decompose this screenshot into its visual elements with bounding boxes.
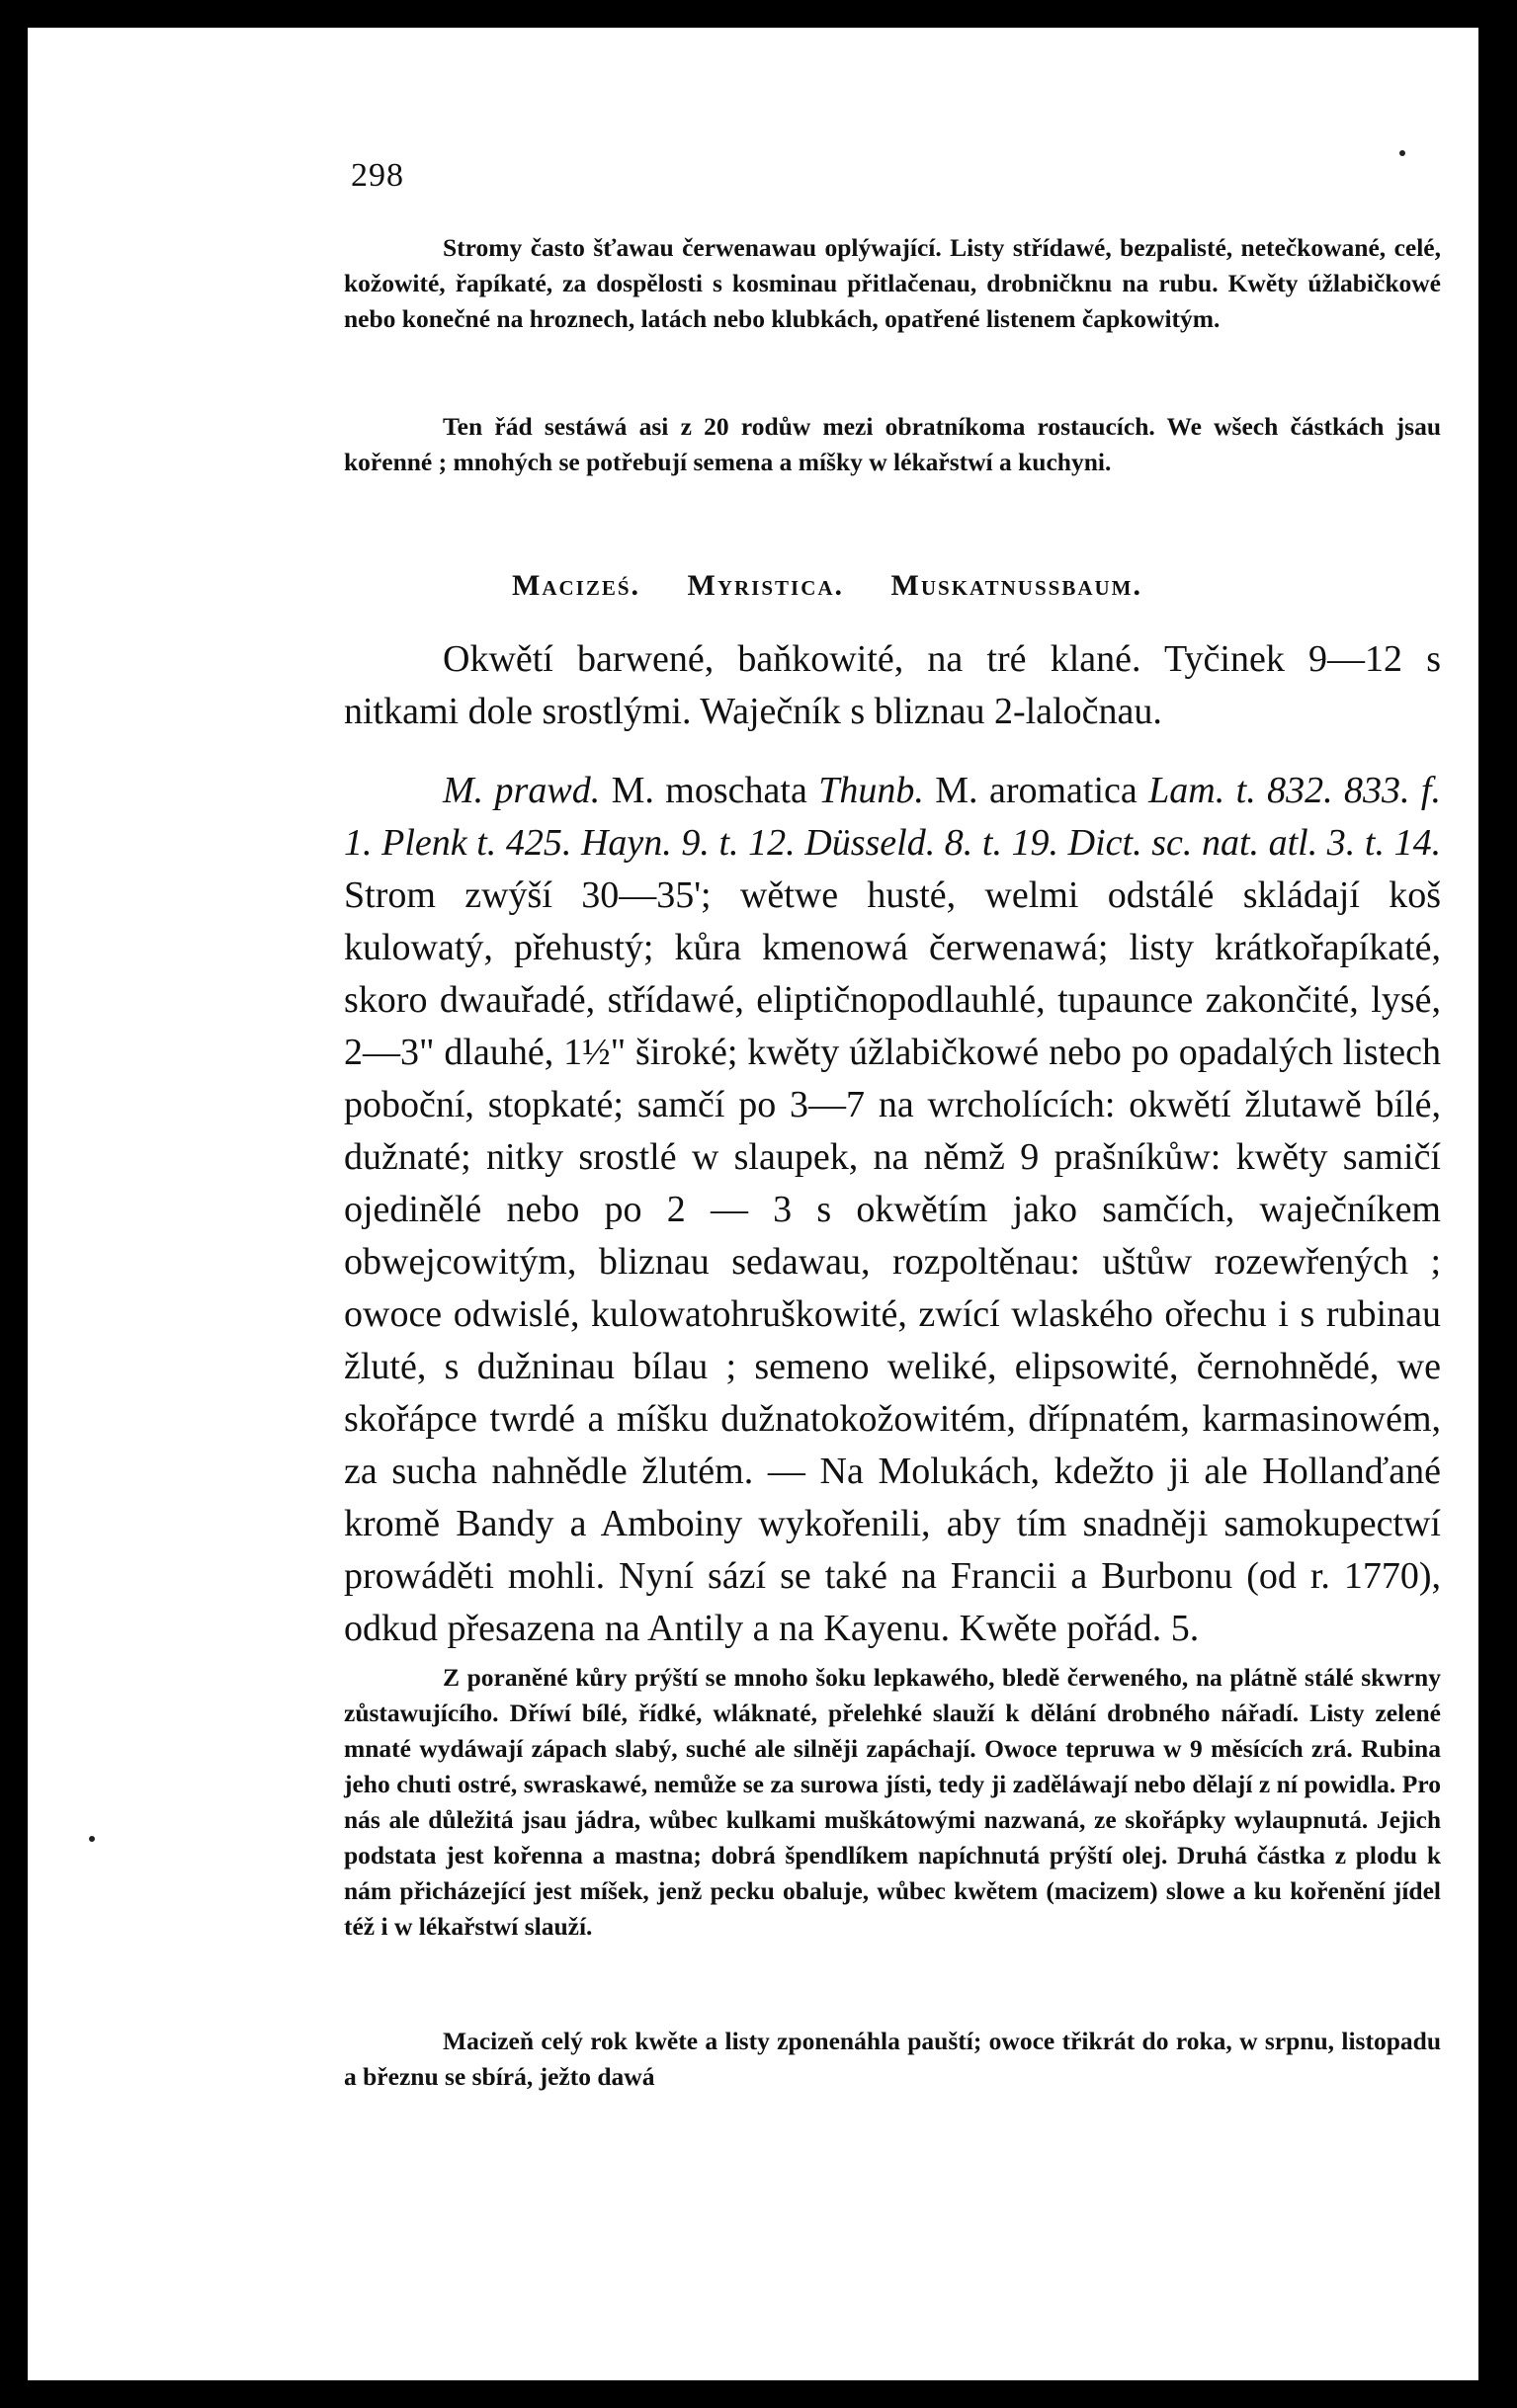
uses-note-paragraph: Z poraněné kůry prýští se mnoho šoku lepkawého, bledě čerweného, na plátně stálé skwrny zůstawujícího. Dříwí bílé, řídké, wláknaté, přelehké slauží k dělání drobného nářadí. Listy zelené mnaté wydáwají zápach slabý, suché ale silněji zapáchají. Owoce tepruwa w 9 měsících zrá. Rubina jeho chuti ostré, swraskawé, nemůže se za surowa jísti, tedy ji zaděláwají nebo dělají z ní powidla. Pro nás ale důležitá jsau jádra, wůbec kulkami muškátowými nazwaná, ze skořápky wylaupnutá. Jejich podstata jest kořenna a mastna; dobrá špendlíkem napíchnutá prýští olej. Druhá částka z plodu k nám přicházející jest míšek, jenž pecku obaluje, wůbec kwětem (macizem) slowe a ku kořenění jídel též i w lékařstwí slauží. [344, 1663, 1441, 1941]
family-summary-paragraph: Ten řád sestáwá asi z 20 rodůw mezi obratníkoma rostaucích. We wšech částkách jsau kořenné ; mnohých se potřebují semena a míšky w lékařstwí a kuchyni. [344, 412, 1441, 476]
reference-plenk: Plenk t. 425. [381, 822, 572, 864]
genus-czech-name: Maciześ. [512, 569, 641, 602]
ink-speck [1399, 150, 1405, 156]
page-number: 298 [351, 157, 404, 194]
reference-dusseldorf: Düsseld. 8. t. 19. [804, 822, 1059, 864]
synonym-author: Thunb. [818, 770, 924, 811]
genus-latin-name: Myristica. [687, 569, 845, 602]
genus-german-name: Muskatnussbaum. [890, 569, 1142, 602]
reference-hayne: Hayn. 9. t. 12. [580, 822, 796, 864]
family-description-paragraph: Stromy často šťawau čerwenawau oplýwající. Listy střídawé, bezpalisté, netečkowané, celé, kožowité, řapíkaté, za dospělosti s kosminau přitlačenau, drobničknu na rubu. Kwěty úžlabičkowé nebo konečné na hroznech, latách nebo klubkách, opatřené listenem čapkowitým. [344, 233, 1441, 333]
book-page [28, 28, 1478, 2380]
species-name: M. prawd. [443, 770, 601, 811]
synonym-aromatica: M. aromatica [935, 770, 1138, 811]
reference-dictionnaire: Dict. sc. nat. atl. 3. t. 14. [1067, 822, 1442, 864]
species-body-text: Strom zwýší 30—35'; wětwe husté, welmi odstálé skládají koš kulowatý, přehustý; kůra kmenowá čerwenawá; listy krátkořapíkaté, skoro dwauřadé, střídawé, eliptičnopodlauhlé, tupaunce zakončité, lysé, 2—3" dlauhé, 1½" široké; kwěty úžlabičkowé nebo po opadalých listech poboční, stopkaté; samčí po 3—7 na wrcholících: okwětí žlutawě bílé, dužnaté; nitky srostlé w slaupek, na němž 9 prašníkůw: kwěty samičí ojedinělé nebo po 2 — 3 s okwětím jako samčích, waječníkem obwejcowitým, bliznau sedawau, rozpoltěnau: uštůw rozewřených ; owoce odwislé, kulowatohruškowité, zwící wlaského ořechu i s rubinau žluté, s dužninau bílau ; semeno weliké, elipsowité, černohnědé, we skořápce twrdé a míšku dužnatokožowitém, dřípnatém, karmasinowém, za sucha nahnědle žlutém. — Na Molukách, kdežto ji ale Hollanďané kromě Bandy a Amboiny wykořenili, aby tím snadněji samokupectwí prowáděti mohli. Nyní sází se také na Francii a Burbonu (od r. 1770), odkud přesazena na Antily a na Kayenu. Kwěte pořád. 5. [344, 874, 1441, 1649]
species-description [344, 765, 1441, 1655]
genus-heading [512, 569, 1142, 603]
reference-lamarck: Lam. t. 832. 833. f. 1. [344, 770, 1441, 864]
synonym-moschata: M. moschata [611, 770, 807, 811]
genus-diagnosis: Okwětí barwené, baňkowité, na tré klané. Tyčinek 9—12 s nitkami dole srostlými. Waječník s bliznau 2-laločnau. [344, 638, 1441, 732]
ink-speck [89, 1836, 95, 1842]
flowering-note-paragraph: Macizeň celý rok kwěte a listy zponenáhla pauští; owoce třikrát do roka, w srpnu, listopadu a březnu se sbírá, ježto dawá [344, 2027, 1441, 2091]
